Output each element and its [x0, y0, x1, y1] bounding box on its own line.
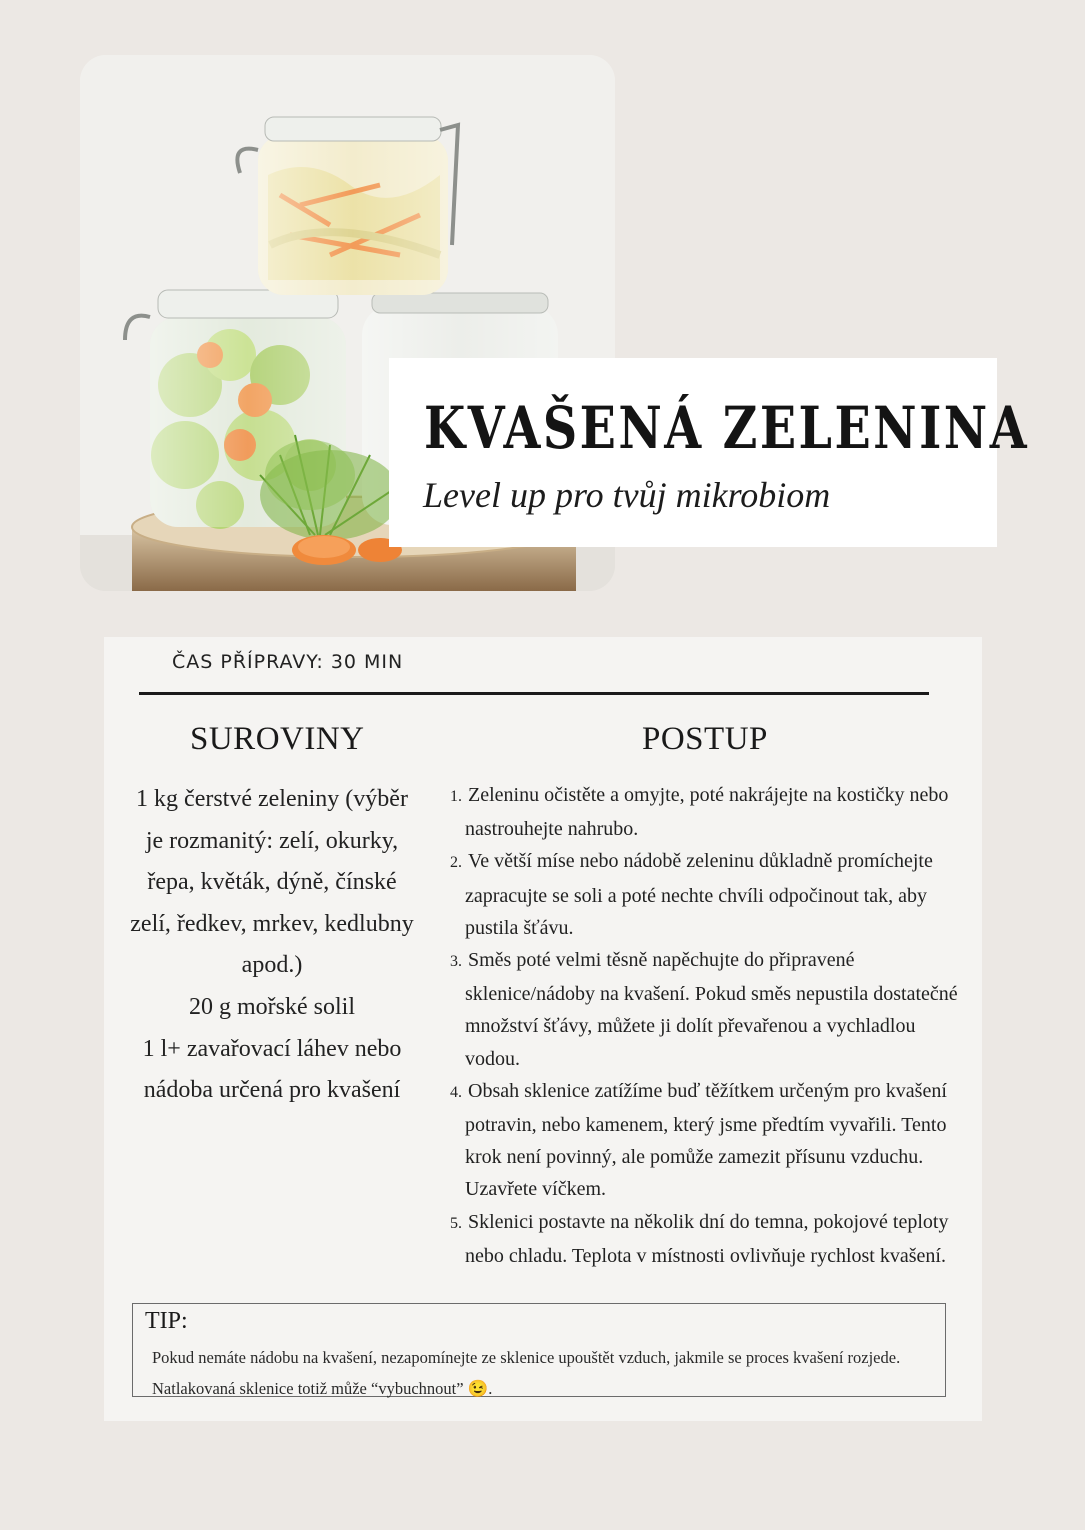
steps-heading: POSTUP	[642, 721, 768, 757]
step-item	[444, 845, 964, 944]
step-item	[444, 1206, 964, 1272]
page-subtitle: Level up pro tvůj mikrobiom	[423, 475, 831, 515]
step-item	[444, 944, 964, 1075]
tip-text: Pokud nemáte nádobu na kvašení, nezapomínejte ze sklenice upouštět vzduch, jakmile se proces kvašení rozjede. Natlakovaná sklenice totiž může “vybuchnout” 😉.	[152, 1348, 901, 1398]
title-card	[389, 358, 1030, 547]
step-text: Směs poté velmi těsně napěchujte do připravené sklenice/nádoby na kvašení. Pokud směs nepustila dostatečné množství šťávy, můžete ji dolít převařenou a vychladlou vodou.	[465, 949, 958, 1070]
prep-time: ČAS PŘÍPRAVY: 30 MIN	[172, 651, 404, 673]
divider	[139, 692, 929, 695]
step-text: Ve větší míse nebo nádobě zeleninu důkladně promíchejte zapracujte se soli a poté nechte chvíli odpočinout tak, aby pustila šťávu.	[465, 850, 933, 939]
page-title: KVAŠENÁ ZELENINA	[424, 394, 1030, 462]
ingredient-item: 1 kg čerstvé zeleniny (výběr je rozmanitý: zelí, okurky, řepa, květák, dýně, čínské zelí, ředkev, mrkev, kedlubny apod.)	[130, 786, 414, 979]
step-text: Obsah sklenice zatížíme buď těžítkem určeným pro kvašení potravin, nebo kamenem, který jsme předtím vyvařili. Tento krok není povinný, ale pomůže zamezit přísunu vzduchu. Uzavřete víčkem.	[465, 1079, 947, 1201]
step-number: 3.	[450, 953, 462, 971]
tip-label: TIP:	[145, 1308, 188, 1334]
step-text: Zeleninu očistěte a omyjte, poté nakrájejte na kostičky nebo nastrouhejte nahrubo.	[465, 784, 949, 841]
step-number: 4.	[450, 1083, 462, 1101]
ingredients-heading: SUROVINY	[190, 721, 365, 757]
steps-list	[444, 779, 964, 1272]
step-item	[444, 1075, 964, 1206]
step-text: Sklenici postavte na několik dní do temna, pokojové teploty nebo chladu. Teplota v místnosti ovlivňuje rychlost kvašení.	[465, 1210, 949, 1267]
tip-box	[132, 1303, 946, 1397]
step-number: 2.	[450, 854, 462, 872]
step-number: 1.	[450, 788, 462, 805]
recipe-card	[104, 637, 982, 1421]
step-number: 5.	[450, 1214, 462, 1232]
ingredient-item: 1 l+ zavařovací láhev nebo nádoba určená pro kvašení	[142, 1035, 402, 1104]
ingredient-item: 20 g mořské solil	[189, 993, 355, 1020]
step-item	[444, 779, 964, 845]
ingredients-list	[126, 779, 418, 1112]
